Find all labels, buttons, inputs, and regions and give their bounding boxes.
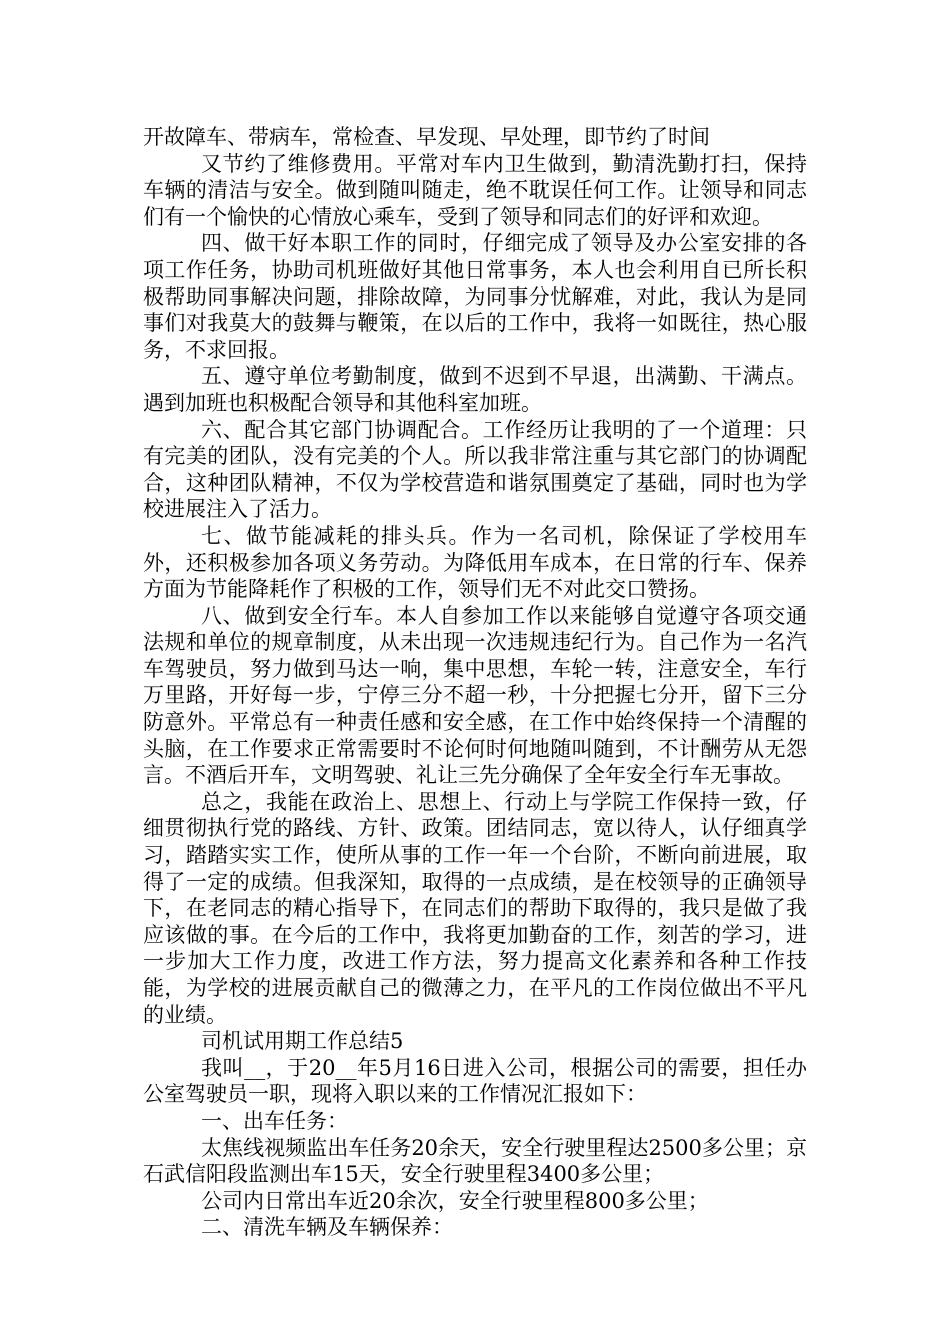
section-heading-summary-5: 司机试用期工作总结5 xyxy=(201,1029,404,1054)
paragraph-continuation: 开故障车、带病车，常检查、早发现、早处理，即节约了时间 xyxy=(143,125,710,149)
paragraph-maintenance: 又节约了维修费用。平常对车内卫生做到，勤清洗勤打扫，保持车辆的清洁与安全。做到随叫随走，绝不耽误任何工作。让领导和同志们有一个愉快的心情放心乘车，受到了领导和同志们的好评和欢迎。 xyxy=(143,151,807,229)
paragraph-section-seven: 七、做节能减耗的排头兵。作为一名司机，除保证了学校用车外，还积极参加各项义务劳动。为降低用车成本，在日常的行车、保养方面为节能降耗作了积极的工作，领导们无不对此交口赞扬。 xyxy=(143,523,807,602)
paragraph-section-six: 六、配合其它部门协调配合。工作经历让我明的了一个道理：只有完美的团队，没有完美的个人。所以我非常注重与其它部门的协调配合，这种团队精神，不仅为学校营造和谐氛围奠定了基础，同时也为学校进展注入了活力。 xyxy=(143,417,807,522)
paragraph-mileage-monitoring: 太焦线视频监出车任务20余天，安全行驶里程达2500多公里；京石武信阳段监测出车15天，安全行驶里程3400多公里； xyxy=(143,1135,807,1187)
subheading-driving-tasks: 一、出车任务： xyxy=(201,1108,348,1133)
paragraph-section-four: 四、做干好本职工作的同时，仔细完成了领导及办公室安排的各项工作任务，协助司机班做好其他日常事务，本人也会利用自已所长积极帮助同事解决问题，排除故障，为同事分忧解难，对此，我认为是同事们对我莫大的鼓舞与鞭策，在以后的工作中，我将一如既往，热心服务，不求回报。 xyxy=(143,231,807,362)
paragraph-section-eight: 八、做到安全行车。本人自参加工作以来能够自觉遵守各项交通法规和单位的规章制度，从未出现一次违规违纪行为。自己作为一名汽车驾驶员，努力做到马达一响，集中思想，车轮一转，注意安全，车行万里路，开好每一步，宁停三分不超一秒，十分把握七分开，留下三分防意外。平常总有一种责任感和安全感，在工作中始终保持一个清醒的头脑，在工作要求正常需要时不论何时何地随叫随到，不计酬劳从无怨言。不酒后开车，文明驾驶、礼让三先分确保了全年安全行车无事故。 xyxy=(143,603,807,788)
paragraph-section-five: 五、遵守单位考勤制度，做到不迟到不早退，出满勤、干满点。遇到加班也积极配合领导和其他科室加班。 xyxy=(143,364,807,415)
paragraph-conclusion: 总之，我能在政治上、思想上、行动上与学院工作保持一致，仔细贯彻执行党的路线、方针、政策。团结同志，宽以待人，认仔细真学习，踏踏实实工作，使所从事的工作一年一个台阶，不断向前进展，取得了一定的成绩。但我深知，取得的一点成绩，是在校领导的正确领导下，在老同志的精心指导下，在同志们的帮助下取得的，我只是做了我应该做的事。在今后的工作中，我将更加勤奋的工作，刻苦的学习，进一步加大工作力度，改进工作方法，努力提高文化素养和各种工作技能，为学校的进展贡献自己的微薄之力，在平凡的工作岗位做出不平凡的业绩。 xyxy=(143,789,807,1027)
subheading-vehicle-cleaning: 二、清洗车辆及车辆保养： xyxy=(201,1215,453,1240)
paragraph-mileage-daily: 公司内日常出车近20余次，安全行驶里程800多公里； xyxy=(201,1188,709,1213)
document-page xyxy=(143,124,807,1241)
paragraph-introduction: 我叫__，于20__年5月16日进入公司，根据公司的需要，担任办公室驾驶员一职，现将入职以来的工作情况汇报如下： xyxy=(143,1055,807,1107)
